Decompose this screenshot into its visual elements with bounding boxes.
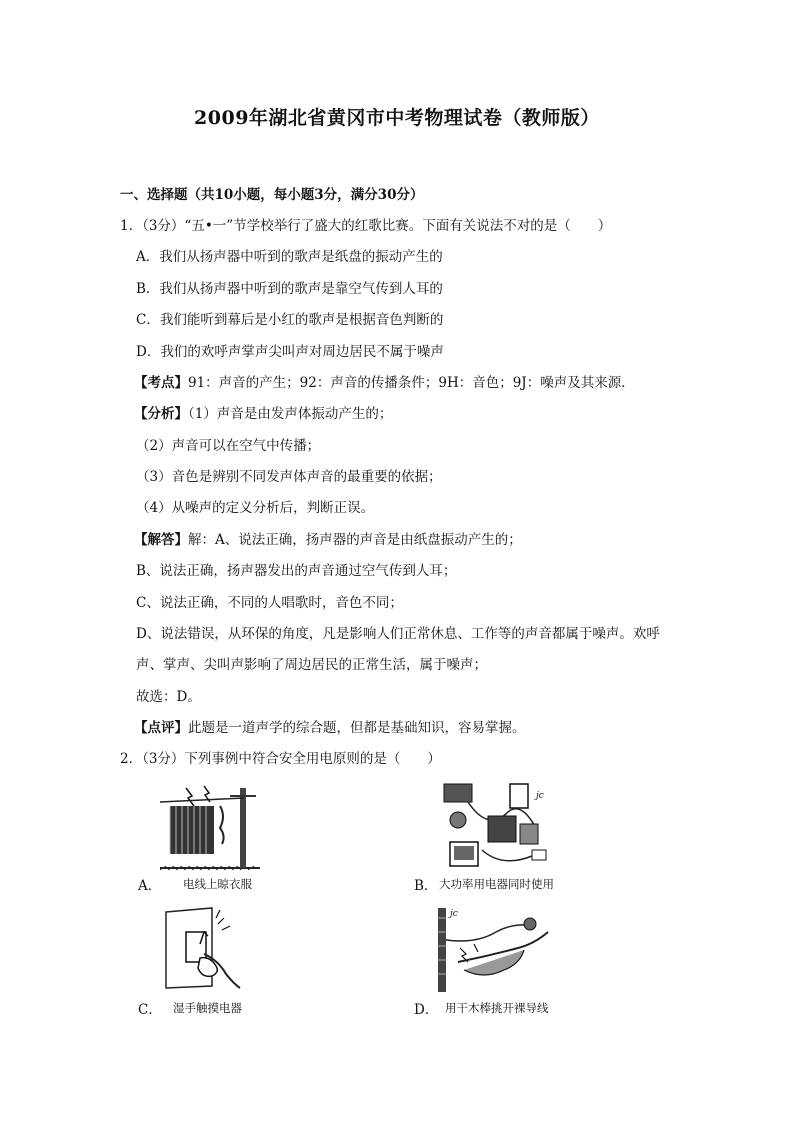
dianping-text: 此题是一道声学的综合题，但都是基础知识，容易掌握。 [188,720,526,736]
jieda-line-1: 解：A、说法正确，扬声器的声音是由纸盘振动产生的； [188,532,522,548]
fenxi-line-3: （3）音色是辨别不同发声体声音的最重要的依据； [136,469,442,485]
q1-fenxi [134,405,392,423]
figure-many-appliances [438,780,558,872]
q1-option-b: B．我们从扬声器中听到的歌声是靠空气传到人耳的 [136,281,443,297]
q2-option-d-letter: D． [414,1002,439,1018]
q1-kaodian [134,374,635,392]
q2-option-b-letter: B． [414,878,438,894]
q1-jieda [134,531,522,549]
q2-option-a-letter: A． [138,878,162,894]
fenxi-line-2: （2）声音可以在空气中传播； [136,438,321,454]
q1-dianping [134,719,526,737]
q1-stem: 1．（3分）“五•一”节学校举行了盛大的红歌比赛。下面有关说法不对的是（ ） [120,218,612,234]
jieda-tag: 【解答】 [134,532,188,548]
q1-option-d: D．我们的欢呼声掌声尖叫声对周边居民不属于噪声 [136,344,444,360]
fenxi-tag: 【分析】 [134,406,188,422]
page-title: 2009年湖北省黄冈市中考物理试卷（教师版） [194,107,600,129]
q2-option-c-caption: 湿手触摸电器 [173,1001,242,1015]
figure-wet-hand [160,904,244,990]
q2-stem: 2．（3分）下列事例中符合安全用电原则的是（ ） [120,751,441,767]
kaodian-text: 91：声音的产生；92：声音的传播条件；9H：音色；9J：噪声及其来源． [188,375,635,391]
jieda-line-2: B、说法正确，扬声器发出的声音通过空气传到人耳； [136,563,457,579]
q2-option-a-caption: 电线上晾衣服 [183,877,252,891]
figure-clothes-on-wire [160,784,260,872]
fenxi-line-1: （1）声音是由发声体振动产生的； [188,406,393,422]
q2-option-c-letter: C． [138,1002,162,1018]
kaodian-tag: 【考点】 [134,375,188,391]
q1-option-a: A．我们从扬声器中听到的歌声是纸盘的振动产生的 [136,249,443,265]
jieda-line-3: C、说法正确，不同的人唱歌时，音色不同； [136,595,403,611]
dianping-tag: 【点评】 [134,720,188,736]
jieda-line-4: D、说法错误，从环保的角度，凡是影响人们正常休息、工作等的声音都属于噪声。欢呼 [136,626,660,642]
q1-option-c: C．我们能听到幕后是小红的歌声是根据音色判断的 [136,312,444,328]
section-heading: 一、选择题（共10小题，每小题3分，满分30分） [120,187,424,203]
jieda-line-6: 故选：D。 [136,689,201,705]
fenxi-line-4: （4）从噪声的定义分析后，判断正误。 [136,500,375,516]
figure-wooden-stick [434,904,554,994]
figure-b-mark: jc [536,791,544,801]
q2-option-b-caption: 大功率用电器同时使用 [439,877,554,891]
jieda-line-5: 声、掌声、尖叫声影响了周边居民的正常生活，属于噪声； [136,657,487,673]
figure-d-mark: jc [450,909,458,919]
q2-option-d-caption: 用干木棒挑开裸导线 [445,1001,549,1015]
